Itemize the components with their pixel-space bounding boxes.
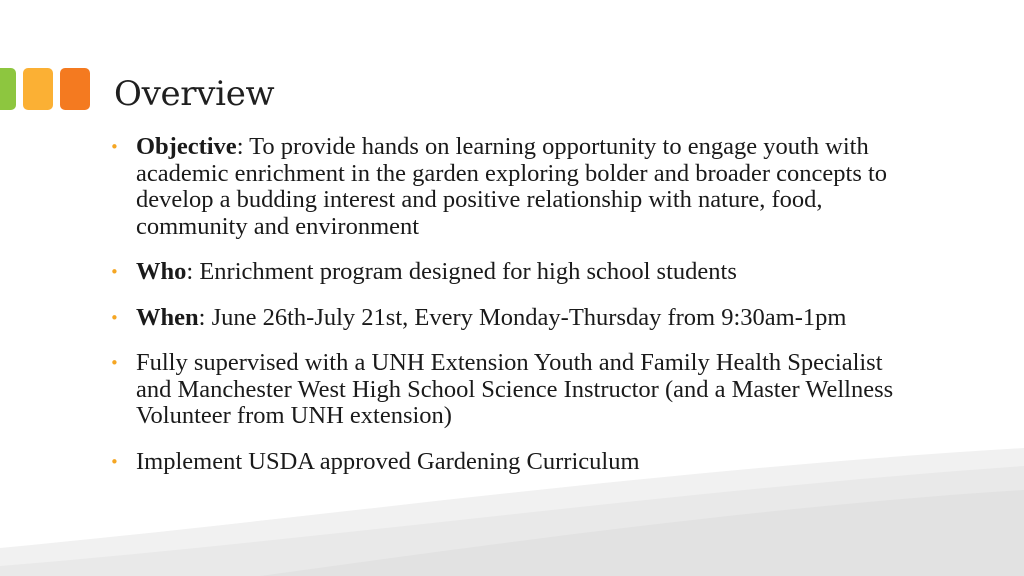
accent-block-orange [60, 68, 90, 110]
bullet-dot-icon: • [110, 452, 119, 471]
bullet-dot-icon: • [110, 263, 119, 281]
bullet-term: Who [136, 258, 187, 285]
bullet-text: : Enrichment program designed for high school students [186, 258, 737, 285]
bullet-text: Implement USDA approved Gardening Curriculum [136, 447, 640, 475]
bullet-text: Fully supervised with a UNH Extension Youth and Family Health Specialist and Manchester West High School Science Instructor (and a Master Wellness Volunteer from UNH extension) [136, 349, 894, 429]
bullet-dot-icon: • [110, 138, 119, 156]
bullet-dot-icon: • [110, 354, 119, 372]
accent-block-yellow [23, 68, 53, 110]
accent-block-green [0, 68, 16, 110]
bullet-text: : To provide hands on learning opportunity to engage youth with academic enrichment in the garden exploring bolder and broader concepts to develop a budding interest and positive relationship with nature, food, community and environment [136, 133, 888, 240]
bullet-objective [108, 134, 908, 240]
bullet-dot-icon: • [110, 308, 119, 327]
bullet-supervision [108, 350, 908, 430]
bullet-term: Objective [136, 133, 237, 160]
bullet-text: : June 26th-July 21st, Every Monday-Thursday from 9:30am-1pm [198, 303, 847, 331]
slide-title: Overview [114, 74, 275, 114]
bullet-curriculum [108, 449, 908, 476]
bullet-who [108, 259, 908, 286]
bullet-when [108, 305, 908, 332]
bullet-term: When [136, 303, 199, 331]
bullet-list [108, 134, 908, 494]
